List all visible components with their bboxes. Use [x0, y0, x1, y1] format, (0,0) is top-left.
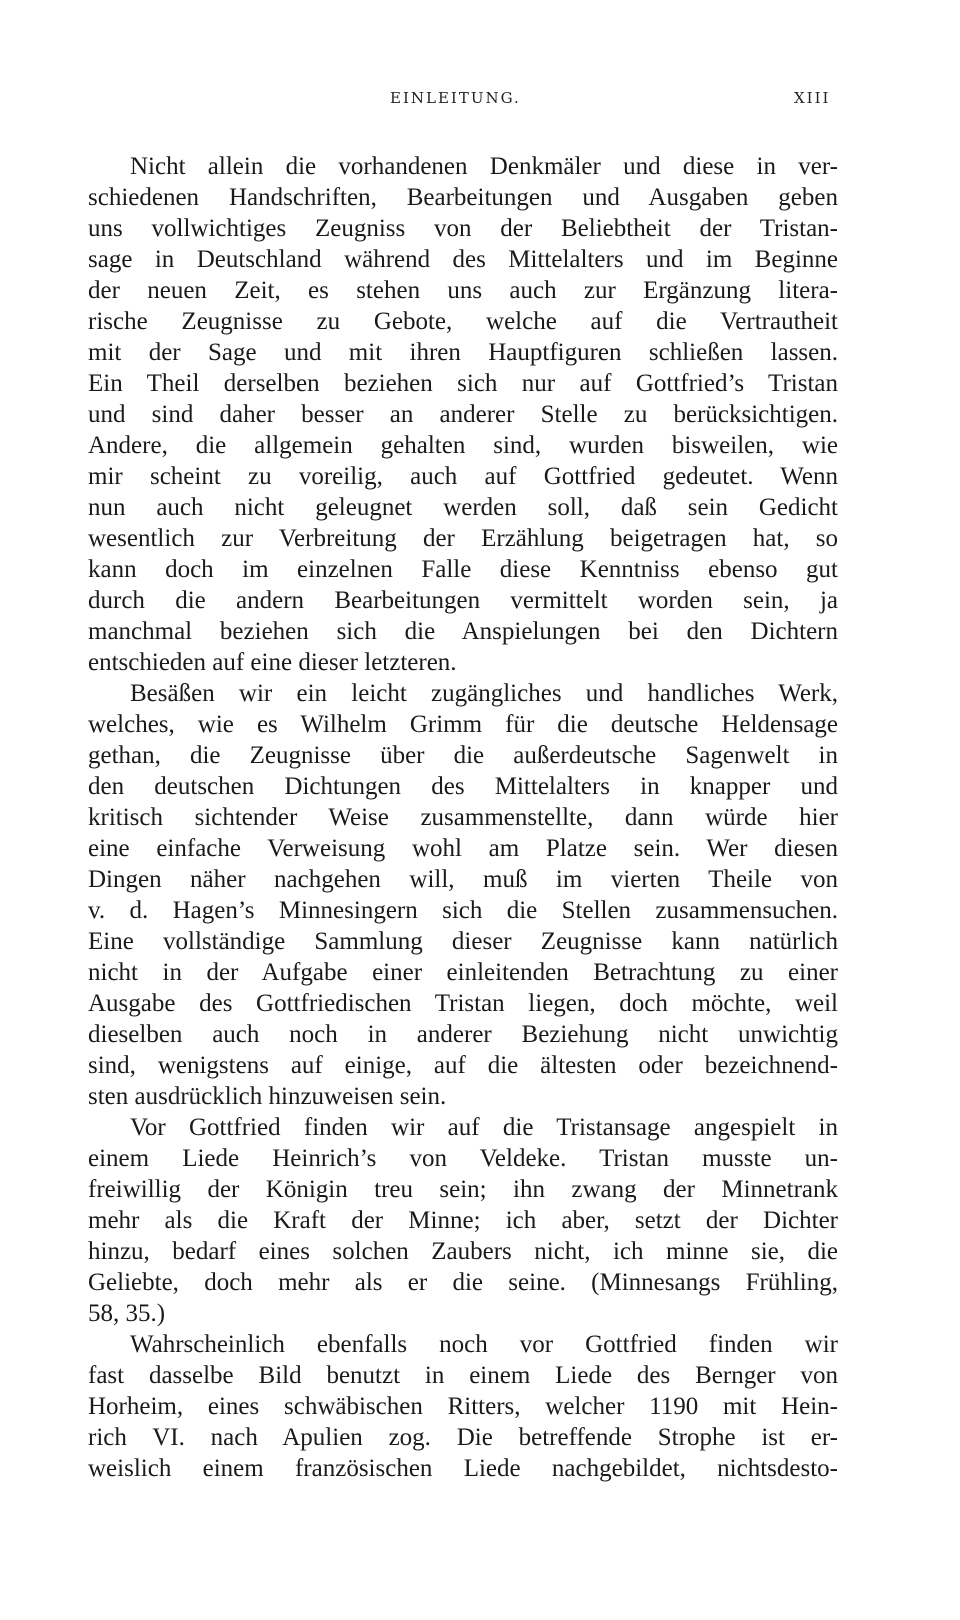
text-line: Wahrscheinlich ebenfalls noch vor Gottfried finden wir: [130, 1331, 838, 1358]
text-line: entschieden auf eine dieser letzteren.: [88, 649, 457, 676]
text-line: Geliebte, doch mehr als er die seine. (Minnesangs Frühling,: [88, 1269, 838, 1296]
text-line: eine einfache Verweisung wohl am Platze sein. Wer diesen: [88, 835, 838, 862]
text-line: welches, wie es Wilhelm Grimm für die deutsche Heldensage: [88, 711, 838, 738]
text-line: Ausgabe des Gottfriedischen Tristan liegen, doch möchte, weil: [88, 990, 838, 1017]
text-line: Nicht allein die vorhandenen Denkmäler und diese in ver-: [130, 153, 838, 180]
text-line: dieselben auch noch in anderer Beziehung nicht unwichtig: [88, 1021, 838, 1048]
text-line: schiedenen Handschriften, Bearbeitungen und Ausgaben geben: [88, 184, 838, 211]
text-line: rich VI. nach Apulien zog. Die betreffende Strophe ist er-: [88, 1424, 838, 1451]
text-line: fast dasselbe Bild benutzt in einem Liede des Bernger von: [88, 1362, 838, 1389]
text-line: 58, 35.): [88, 1300, 166, 1327]
text-line: gethan, die Zeugnisse über die außerdeutsche Sagenwelt in: [88, 742, 838, 769]
text-line: kritisch sichtender Weise zusammenstellte, dann würde hier: [88, 804, 838, 831]
text-line: den deutschen Dichtungen des Mittelalters in knapper und: [88, 773, 838, 800]
text-line: v. d. Hagen’s Minnesingern sich die Stellen zusammensuchen.: [88, 897, 838, 924]
text-line: freiwillig der Königin treu sein; ihn zwang der Minnetrank: [88, 1176, 838, 1203]
text-line: Horheim, eines schwäbischen Ritters, welcher 1190 mit Hein-: [88, 1393, 838, 1420]
text-line: mir scheint zu voreilig, auch auf Gottfried gedeutet. Wenn: [88, 463, 838, 490]
text-line: nun auch nicht geleugnet werden soll, daß sein Gedicht: [88, 494, 838, 521]
text-line: der neuen Zeit, es stehen uns auch zur Ergänzung litera-: [88, 277, 838, 304]
page-number: XIII: [794, 89, 831, 107]
text-line: Besäßen wir ein leicht zugängliches und handliches Werk,: [130, 680, 838, 707]
text-line: wesentlich zur Verbreitung der Erzählung beigetragen hat, so: [88, 525, 838, 552]
text-line: Eine vollständige Sammlung dieser Zeugnisse kann natürlich: [88, 928, 838, 955]
text-line: hinzu, bedarf eines solchen Zaubers nicht, ich minne sie, die: [88, 1238, 838, 1265]
text-line: kann doch im einzelnen Falle diese Kenntniss ebenso gut: [88, 556, 838, 583]
text-line: einem Liede Heinrich’s von Veldeke. Tristan musste un-: [88, 1145, 838, 1172]
text-line: sage in Deutschland während des Mittelalters und im Beginne: [88, 246, 838, 273]
text-line: Ein Theil derselben beziehen sich nur auf Gottfried’s Tristan: [88, 370, 838, 397]
text-line: und sind daher besser an anderer Stelle zu berücksichtigen.: [88, 401, 838, 428]
text-line: nicht in der Aufgabe einer einleitenden Betrachtung zu einer: [88, 959, 838, 986]
text-line: sind, wenigstens auf einige, auf die ältesten oder bezeichnend-: [88, 1052, 838, 1079]
text-line: Andere, die allgemein gehalten sind, wurden bisweilen, wie: [88, 432, 838, 459]
text-line: Vor Gottfried finden wir auf die Tristansage angespielt in: [130, 1114, 838, 1141]
text-line: Dingen näher nachgehen will, muß im vierten Theile von: [88, 866, 838, 893]
text-line: uns vollwichtiges Zeugniss von der Beliebtheit der Tristan-: [88, 215, 838, 242]
text-line: mit der Sage und mit ihren Hauptfiguren schließen lassen.: [88, 339, 838, 366]
text-line: mehr als die Kraft der Minne; ich aber, setzt der Dichter: [88, 1207, 838, 1234]
running-title: EINLEITUNG.: [390, 89, 521, 107]
text-line: manchmal beziehen sich die Anspielungen bei den Dichtern: [88, 618, 838, 645]
text-line: durch die andern Bearbeitungen vermittelt worden sein, ja: [88, 587, 838, 614]
text-line: sten ausdrücklich hinzuweisen sein.: [88, 1083, 447, 1110]
text-line: weislich einem französischen Liede nachgebildet, nichtsdesto-: [88, 1455, 838, 1482]
body-text: [88, 151, 838, 1484]
text-line: rische Zeugnisse zu Gebote, welche auf die Vertrautheit: [88, 308, 838, 335]
